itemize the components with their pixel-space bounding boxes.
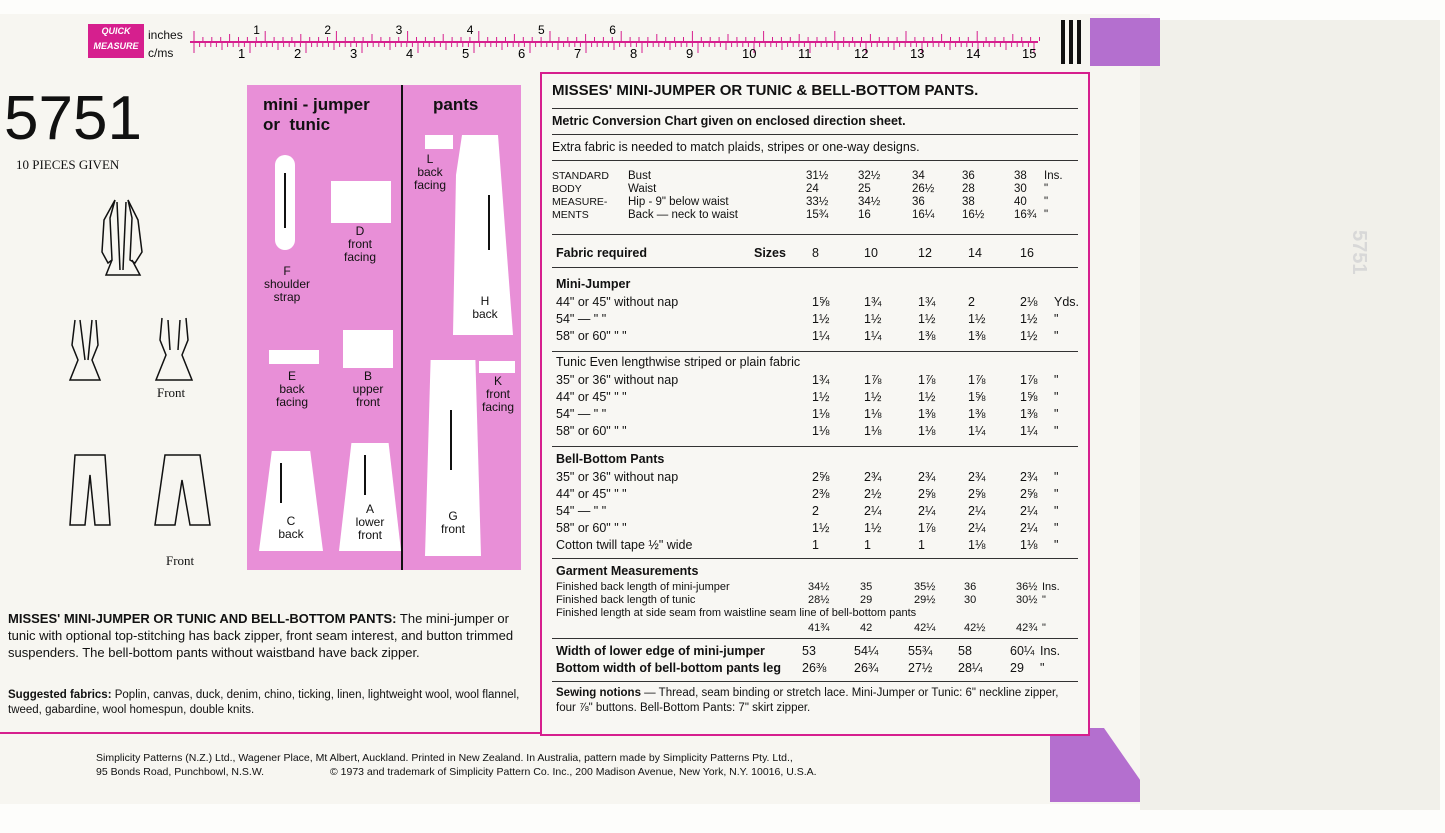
row-value: 2¼	[968, 521, 986, 535]
piece-K	[479, 361, 515, 373]
row-value: 38	[962, 196, 975, 208]
cm-mark: 9	[686, 46, 694, 60]
row-unit: Yds.	[1054, 295, 1080, 309]
pattern-pieces-panel	[247, 85, 521, 570]
row-value: 1½	[1020, 329, 1038, 343]
row-value: 30	[964, 594, 977, 606]
body-measure-label: BODY	[552, 183, 582, 195]
metric-note: Metric Conversion Chart given on enclosed direction sheet.	[552, 114, 906, 128]
piece-E-name: back facing	[275, 382, 309, 409]
row-label: 35" or 36" without nap	[556, 373, 679, 387]
row-unit: "	[1054, 538, 1059, 552]
piece-F-name: shoulder strap	[263, 277, 311, 304]
row-value: 1½	[864, 390, 882, 404]
row-value: 41¾	[808, 622, 830, 634]
piece-F-letter: F	[283, 264, 291, 278]
row-value: 32½	[858, 170, 881, 182]
row-value: 2⅝	[812, 470, 830, 484]
row-value: 1¼	[968, 424, 986, 438]
row-value: 1⅜	[1020, 407, 1038, 421]
row-label: Waist	[628, 183, 657, 195]
tunic-sketch-back	[102, 200, 142, 275]
row-value: 1¼	[1020, 424, 1038, 438]
row-value: 1½	[1020, 312, 1038, 326]
row-value: 1⅞	[918, 373, 936, 387]
piece-B	[343, 330, 393, 368]
cm-mark: 8	[630, 46, 638, 60]
footer-line-1: Simplicity Patterns (N.Z.) Ltd., Wagener Place, Mt Albert, Auckland. Printed in New Zealand. In Australia, pattern made by Simplicity Patterns Pty. Ltd.,	[96, 752, 793, 764]
section-title: Mini-Jumper	[556, 277, 631, 291]
cm-mark: 4	[406, 46, 414, 60]
cm-mark: 13	[910, 46, 925, 60]
row-unit: "	[1044, 183, 1049, 195]
row-unit: "	[1042, 594, 1046, 606]
row-value: 2¼	[968, 504, 986, 518]
row-value: 1½	[968, 312, 986, 326]
row-value: 38	[1014, 170, 1027, 182]
row-label: 54" — " "	[556, 407, 607, 421]
row-value: 27½	[908, 661, 933, 675]
row-value: 36	[964, 581, 977, 593]
row-value: 1½	[864, 312, 882, 326]
row-value: 26¾	[854, 661, 879, 675]
row-unit: "	[1044, 196, 1049, 208]
row-value: 42¼	[914, 622, 936, 634]
cm-mark: 10	[742, 46, 757, 60]
row-label: 54" — " "	[556, 504, 607, 518]
piece-D-name: front facing	[343, 237, 377, 264]
row-label: 54" — " "	[556, 312, 607, 326]
row-value: 58	[958, 644, 972, 658]
piece-C-letter: C	[286, 514, 296, 528]
pants-sketch-front	[155, 455, 210, 525]
row-unit: "	[1040, 661, 1045, 675]
row-unit: "	[1054, 329, 1059, 343]
cm-mark: 6	[518, 46, 526, 60]
row-value: 2¼	[1020, 521, 1038, 535]
row-label: 44" or 45" " "	[556, 487, 627, 501]
side-seam-label: Finished length at side seam from waistline seam line of bell-bottom pants	[556, 607, 917, 619]
black-stripes	[1061, 20, 1087, 64]
envelope-flap	[1140, 20, 1440, 810]
section-title: Tunic Even lengthwise striped or plain fabric	[556, 355, 801, 369]
fabric-required-label: Fabric required	[556, 246, 647, 260]
cm-mark: 12	[854, 46, 869, 60]
row-value: 1½	[864, 521, 882, 535]
row-value: 42¾	[1016, 622, 1038, 634]
row-unit: "	[1044, 209, 1049, 221]
row-value: 35½	[914, 581, 936, 593]
row-value: 28¼	[958, 661, 983, 675]
row-unit: "	[1042, 622, 1046, 634]
sewing-notions	[556, 686, 1072, 716]
row-value: 2¾	[918, 470, 936, 484]
description-text: The mini-jumper or tunic with optional top-stitching has back zipper, front seam interest, and button trimmed suspenders. The bell-bottom pants without waistband have back zipper.	[8, 611, 514, 660]
row-value: 1	[918, 538, 925, 552]
row-label: Finished back length of mini-jumper	[556, 581, 730, 593]
inch-mark: 6	[609, 23, 616, 37]
piece-E	[269, 350, 319, 364]
cm-mark: 5	[462, 46, 470, 60]
row-value: 1¾	[864, 295, 882, 309]
row-value: 28	[962, 183, 975, 195]
suggested-fabrics	[8, 688, 530, 718]
row-unit: "	[1054, 390, 1059, 404]
row-label: Bust	[628, 170, 652, 182]
size-header: 10	[864, 246, 878, 260]
row-value: 1½	[812, 521, 830, 535]
row-unit: "	[1054, 373, 1059, 387]
row-value: 1⅛	[1020, 538, 1038, 552]
row-value: 34½	[808, 581, 830, 593]
fabrics-text: Poplin, canvas, duck, denim, chino, ticking, linen, lightweight wool, wool flannel, tweed, gabardine, wool homespun, double knits.	[8, 689, 520, 716]
row-value: 36½	[1016, 581, 1038, 593]
cm-mark: 14	[966, 46, 981, 60]
size-header: 8	[812, 246, 819, 260]
cm-mark: 2	[294, 46, 302, 60]
row-value: 34	[912, 170, 925, 182]
row-value: 28½	[808, 594, 830, 606]
row-value: 33½	[806, 196, 829, 208]
row-value: 53	[802, 644, 816, 658]
row-value: 1⅜	[968, 407, 986, 421]
row-label: Back — neck to waist	[628, 209, 738, 221]
row-label: 58" or 60" " "	[556, 329, 627, 343]
row-value: 1¼	[864, 329, 882, 343]
quick-measure-badge: QUICK MEASURE	[88, 24, 144, 58]
row-value: 1⅛	[918, 424, 936, 438]
piece-B-name: upper front	[352, 382, 384, 409]
panel-title-left: mini - jumper or tunic	[263, 95, 370, 134]
piece-L-name: back facing	[413, 165, 447, 192]
section-title: Garment Measurements	[556, 564, 699, 578]
panel-divider	[401, 85, 403, 570]
pieces-given: 10 PIECES GIVEN	[16, 157, 120, 172]
row-label: 35" or 36" without nap	[556, 470, 679, 484]
inch-mark: 2	[324, 23, 332, 37]
row-value: 16½	[962, 209, 985, 221]
piece-H-name: back	[472, 307, 498, 321]
flap-faded-print: 5751	[1348, 230, 1370, 275]
row-value: 1½	[812, 312, 830, 326]
piece-G-name: front	[440, 522, 465, 536]
yardage-table	[540, 72, 1090, 736]
row-value: 40	[1014, 196, 1027, 208]
row-label: Cotton twill tape ½" wide	[556, 538, 693, 552]
piece-D-letter: D	[355, 224, 365, 238]
piece-L	[425, 135, 453, 149]
pattern-number: 5751	[4, 84, 142, 153]
row-unit: "	[1054, 504, 1059, 518]
row-value: 1⅛	[968, 538, 986, 552]
row-value: 54¼	[854, 644, 879, 658]
row-value: 2	[968, 295, 975, 309]
piece-K-letter: K	[493, 374, 502, 388]
row-value: 1⅜	[968, 329, 986, 343]
row-unit: "	[1054, 407, 1059, 421]
row-unit: Ins.	[1042, 581, 1060, 593]
row-value: 16¾	[1014, 209, 1037, 221]
body-measure-label: MEASURE-	[552, 196, 608, 208]
row-value: 1⅝	[968, 390, 986, 404]
row-label: 58" or 60" " "	[556, 521, 627, 535]
row-value: 1⅞	[1020, 373, 1038, 387]
table-title: MISSES' MINI-JUMPER OR TUNIC & BELL-BOTTOM PANTS.	[552, 82, 979, 99]
body-measure-label: MENTS	[552, 209, 589, 221]
row-value: 2¼	[918, 504, 936, 518]
row-unit: "	[1054, 424, 1059, 438]
row-value: 1	[812, 538, 819, 552]
sewing-notions-text: — Thread, seam binding or stretch lace. Mini-Jumper or Tunic: 6" neckline zipper, four ⅞" buttons. Bell-Bottom Pants: 7" skirt zipper.	[556, 687, 1059, 714]
row-value: 2¾	[864, 470, 882, 484]
row-value: 2½	[864, 487, 882, 501]
pants-sketch-1	[70, 455, 110, 525]
footer-line-3: © 1973 and trademark of Simplicity Pattern Co. Inc., 200 Madison Avenue, New York, N.Y. 10016, U.S.A.	[330, 766, 817, 778]
row-value: 16¼	[912, 209, 935, 221]
piece-D	[331, 181, 391, 223]
sewing-notions-title: Sewing notions	[556, 687, 641, 699]
row-label: Bottom width of bell-bottom pants leg	[556, 661, 781, 675]
piece-H-letter: H	[480, 294, 490, 308]
size-header: 14	[968, 246, 982, 260]
row-unit: "	[1054, 312, 1059, 326]
cms-label: c/ms	[148, 46, 174, 60]
row-value: 2⅝	[1020, 487, 1038, 501]
row-value: 25	[858, 183, 871, 195]
row-value: 2⅝	[968, 487, 986, 501]
row-value: 60¼	[1010, 644, 1035, 658]
body-measure-label: STANDARD	[552, 170, 609, 182]
row-value: 2¼	[1020, 504, 1038, 518]
row-value: 55¾	[908, 644, 933, 658]
section-title: Bell-Bottom Pants	[556, 452, 665, 466]
row-value: 35	[860, 581, 873, 593]
row-value: 1⅞	[864, 373, 882, 387]
row-label: 58" or 60" " "	[556, 424, 627, 438]
jumper-sketch-1	[70, 320, 100, 380]
row-value: 30½	[1016, 594, 1038, 606]
row-unit: Ins.	[1044, 170, 1063, 182]
row-label: 44" or 45" " "	[556, 390, 627, 404]
row-value: 24	[806, 183, 819, 195]
piece-C-name: back	[278, 527, 304, 541]
cm-mark: 3	[350, 46, 358, 60]
row-value: 2⅛	[1020, 295, 1038, 309]
description	[8, 610, 530, 661]
row-value: 2¼	[864, 504, 882, 518]
row-value: 26⅜	[802, 661, 827, 675]
inches-label: inches	[148, 28, 183, 42]
ruler-ticks	[76, 22, 1046, 60]
row-value: 29½	[914, 594, 936, 606]
piece-E-letter: E	[287, 369, 296, 383]
row-value: 34½	[858, 196, 881, 208]
row-value: 36	[912, 196, 925, 208]
row-value: 31½	[806, 170, 829, 182]
front-label-1: Front	[157, 385, 186, 400]
row-unit: "	[1054, 470, 1059, 484]
piece-A-letter: A	[365, 502, 374, 516]
row-value: 1¼	[812, 329, 830, 343]
row-label: Hip - 9" below waist	[628, 196, 729, 208]
row-value: 16	[858, 209, 871, 221]
sizes-label: Sizes	[754, 246, 786, 260]
row-label: Width of lower edge of mini-jumper	[556, 644, 765, 658]
piece-B-letter: B	[363, 369, 372, 383]
row-value: 30	[1014, 183, 1027, 195]
panel-title-right: pants	[433, 95, 479, 114]
piece-A-name: lower front	[355, 515, 385, 542]
fabrics-title: Suggested fabrics:	[8, 689, 112, 701]
jumper-sketch-front	[156, 318, 192, 380]
extra-fabric-note: Extra fabric is needed to match plaids, stripes or one-way designs.	[552, 140, 920, 154]
row-value: 29	[1010, 661, 1024, 675]
row-label: Finished back length of tunic	[556, 594, 696, 606]
row-value: 42	[860, 622, 873, 634]
row-value: 1⅜	[918, 407, 936, 421]
row-value: 1½	[918, 390, 936, 404]
row-value: 1⅞	[968, 373, 986, 387]
row-value: 36	[962, 170, 975, 182]
purple-corner-top	[1090, 18, 1160, 66]
piece-G-letter: G	[448, 509, 458, 523]
row-value: 1	[864, 538, 871, 552]
row-value: 1¾	[918, 295, 936, 309]
cm-mark: 11	[798, 46, 812, 60]
row-value: 1⅛	[812, 424, 830, 438]
size-header: 16	[1020, 246, 1034, 260]
row-value: 2¾	[968, 470, 986, 484]
piece-K-name: front facing	[481, 387, 515, 414]
inch-mark: 5	[538, 23, 545, 37]
row-value: 1¾	[812, 373, 830, 387]
row-value: 2⅝	[918, 487, 936, 501]
footer-line-2: 95 Bonds Road, Punchbowl, N.S.W.	[96, 766, 265, 778]
row-value: 1½	[812, 390, 830, 404]
cm-mark: 15	[1022, 46, 1037, 60]
piece-L-letter: L	[426, 152, 434, 166]
row-value: 1⅞	[918, 521, 936, 535]
row-value: 1⅛	[812, 407, 830, 421]
row-value: 15¾	[806, 209, 829, 221]
row-value: 1⅛	[864, 407, 882, 421]
row-unit: "	[1054, 487, 1059, 501]
inch-mark: 4	[466, 23, 474, 37]
row-value: 2⅜	[812, 487, 830, 501]
row-value: 29	[860, 594, 873, 606]
cm-mark: 7	[574, 46, 582, 60]
quick-measure-ruler	[76, 22, 1046, 60]
row-value: 1½	[918, 312, 936, 326]
front-label-2: Front	[166, 553, 195, 568]
row-value: 42½	[964, 622, 986, 634]
cm-mark: 1	[238, 46, 246, 60]
inch-mark: 1	[253, 23, 260, 37]
row-unit: Ins.	[1040, 644, 1061, 658]
row-value: 26½	[912, 183, 935, 195]
row-value: 2	[812, 504, 819, 518]
row-label: 44" or 45" without nap	[556, 295, 679, 309]
row-unit: "	[1054, 521, 1059, 535]
row-value: 1⅝	[1020, 390, 1038, 404]
row-value: 2¾	[1020, 470, 1038, 484]
row-value: 1⅝	[812, 295, 830, 309]
inch-mark: 3	[395, 23, 403, 37]
size-header: 12	[918, 246, 932, 260]
row-value: 1⅜	[918, 329, 936, 343]
row-value: 1⅛	[864, 424, 882, 438]
description-title: MISSES' MINI-JUMPER OR TUNIC AND BELL-BOTTOM PANTS:	[8, 611, 397, 626]
